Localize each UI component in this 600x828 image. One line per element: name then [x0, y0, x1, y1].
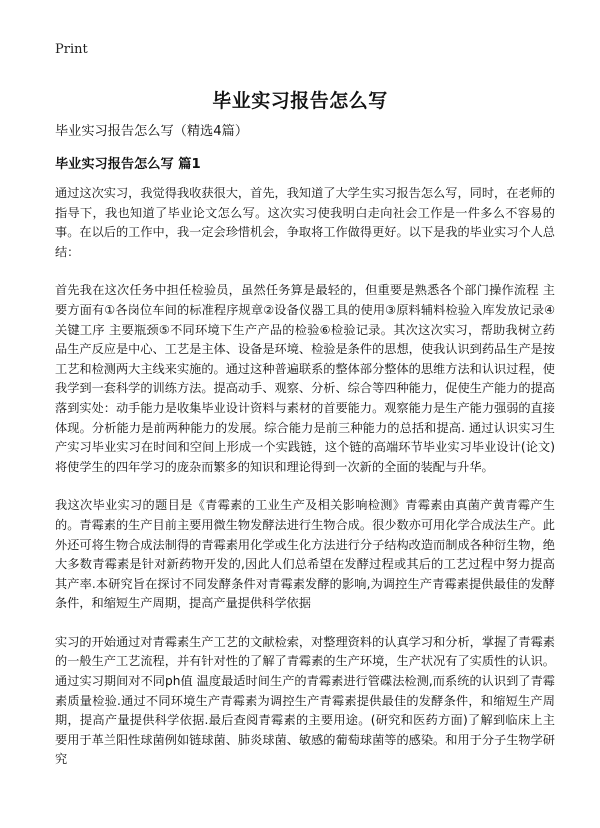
document-body — [55, 184, 555, 789]
paragraph-summary-intro: 通过这次实习，我觉得我收获很大，首先，我知道了大学生实习报告怎么写，同时，在老师的指导下，我也知道了毕业论文怎么写。这次实习使我明白走向社会工作是一件多么不容易的事。在以后的工作中，我一定会珍惜机会，争取将工作做得更好。以下是我的毕业实习个人总结： — [55, 186, 555, 259]
paragraph-literature-review: 实习的开始通过对青霉素生产工艺的文献检索，对整理资料的认真学习和分析，掌握了青霉素的一般生产工艺流程，并有针对性的了解了青霉素的生产环境，生产状况有了实质性的认识。通过实习期间对不同ph值 温度最适时间生产的青霉素进行管碟法检测,而系统的认识到了青霉素质量检验.通过不同环境生产青霉素为调控生产青霉素提供最佳的发酵条件，和缩短生产周期，提高产量提供科学依据.最后查阅青霉素的主要用途。(研究和医药方面)了解到临床上主要用于革兰阳性球菌例如链球菌、肺炎球菌、敏感的葡萄球菌等的感染。和用于分子生物学研究 — [55, 634, 555, 767]
document-title: 毕业实习报告怎么写 — [212, 90, 388, 112]
paragraph-penicillin-topic: 我这次毕业实习的题目是《青霉素的工业生产及相关影响检测》青霉素由真菌产黄青霉产生的。青霉素的生产目前主要用微生物发酵法进行生物合成。很少数亦可用化学合成法生产。此外还可将生物合成法制得的青霉素用化学或生化方法进行分子结构改造而制成各种衍生物，绝大多数青霉素是针对新药物开发的,因此人们总希望在发酵过程或其后的工艺过程中努力提高其产率.本研究旨在探讨不同发酵条件对青霉素发酵的影响,为调控生产青霉素提供最佳的发酵条件，和缩短生产周期，提高产量提供科学依据 — [55, 498, 555, 611]
paragraph-inspector-role: 首先我在这次任务中担任检验员，虽然任务算是最轻的，但重要是熟悉各个部门操作流程 主要方面有①各岗位车间的标准程序规章②设备仪器工具的使用③原料辅料检验入库发放记录④关键工序 主要瓶颈⑤不同环境下生产产品的检验⑥检验记录。其次这次实习，帮助我树立药品生产反应是中心、工艺是主体、设备是环境、检验是条件的思想，使我认识到药品生产是按工艺和检测两大主线来实施的。通过这种普遍联系的整体部分整体的思维方法和认识过程，使我学到一套科学的训练方法。提高动手、观察、分析、综合等四种能力，促使生产能力的提高落到实处：动手能力是收集毕业设计资料与素材的首要能力。观察能力是生产能力强弱的直接体现。分析能力是前两种能力的发展。综合能力是前三种能力的总括和提高. 通过认识实习生产实习毕业实习在时间和空间上形成一个实践链，这个链的高端环节毕业实习毕业设计(论文)将使学生的四年学习的庞杂而繁多的知识和理论得到一次新的全面的装配与升华。 — [55, 283, 555, 474]
section-heading: 毕业实习报告怎么写 篇1 — [55, 157, 201, 172]
document-subtitle: 毕业实习报告怎么写（精选4篇） — [55, 124, 249, 139]
print-label: Print — [55, 42, 88, 57]
